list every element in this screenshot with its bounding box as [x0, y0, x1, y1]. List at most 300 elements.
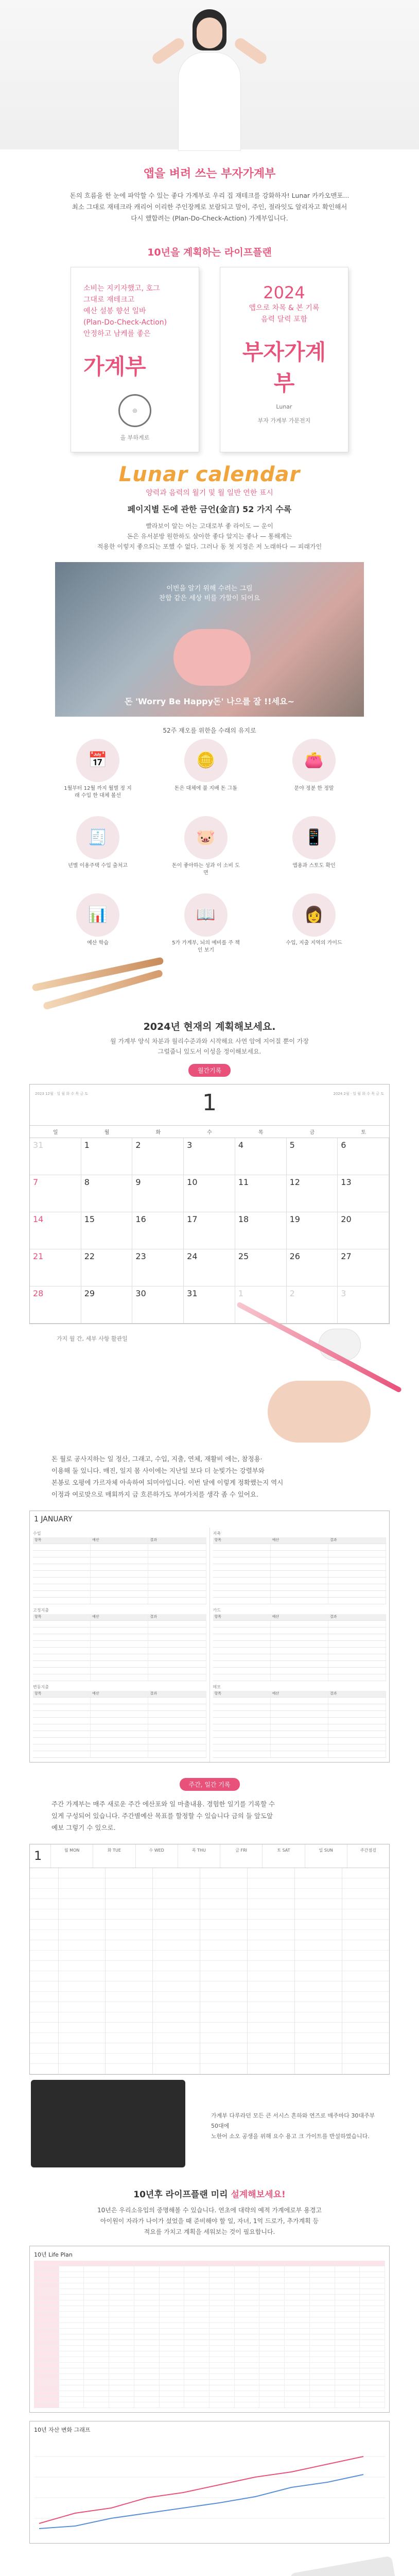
lifeplan-cell[interactable]	[134, 2289, 160, 2295]
lifeplan-cell[interactable]	[184, 2368, 210, 2374]
lifeplan-cell[interactable]	[109, 2283, 134, 2289]
sheet-row[interactable]	[33, 1674, 206, 1681]
sheet-row[interactable]	[33, 1578, 206, 1584]
sheet-cell[interactable]	[91, 1634, 148, 1640]
lifeplan-cell[interactable]	[210, 2397, 235, 2402]
lifeplan-cell[interactable]	[235, 2312, 260, 2317]
sheet-cell[interactable]	[33, 1668, 91, 1674]
sheet-cell[interactable]	[328, 1661, 386, 1667]
sheet-cell[interactable]	[91, 1551, 148, 1557]
lifeplan-cell[interactable]	[184, 2278, 210, 2283]
lifeplan-cell[interactable]	[134, 2266, 160, 2272]
sheet-row[interactable]	[213, 1744, 387, 1751]
lifeplan-cell[interactable]	[310, 2346, 335, 2351]
sheet-row[interactable]	[213, 1654, 387, 1661]
sheet-cell[interactable]	[91, 1731, 148, 1737]
sheet-cell[interactable]	[33, 1661, 91, 1667]
lifeplan-cell[interactable]	[84, 2289, 109, 2295]
sheet-row[interactable]	[33, 1621, 206, 1628]
lifeplan-cell[interactable]	[360, 2340, 385, 2346]
lifeplan-cell[interactable]	[84, 2312, 109, 2317]
lifeplan-cell[interactable]	[360, 2402, 385, 2408]
sheet-cell[interactable]	[328, 1744, 386, 1751]
lifeplan-cell[interactable]	[235, 2368, 260, 2374]
sheet-cell[interactable]	[33, 1571, 91, 1577]
lifeplan-cell[interactable]	[235, 2295, 260, 2300]
sheet-cell[interactable]	[271, 1718, 328, 1724]
sheet-row[interactable]	[33, 1641, 206, 1648]
sheet-cell[interactable]	[271, 1584, 328, 1590]
sheet-cell[interactable]	[148, 1744, 206, 1751]
lifeplan-cell[interactable]	[310, 2323, 335, 2329]
lifeplan-cell[interactable]	[84, 2380, 109, 2385]
lifeplan-cell[interactable]	[210, 2334, 235, 2340]
lifeplan-cell[interactable]	[360, 2346, 385, 2351]
sheet-row[interactable]	[33, 1738, 206, 1744]
lifeplan-cell[interactable]	[360, 2323, 385, 2329]
lifeplan-cell[interactable]	[109, 2397, 134, 2402]
lifeplan-cell[interactable]	[335, 2266, 360, 2272]
lifeplan-cell[interactable]	[84, 2402, 109, 2408]
sheet-row[interactable]	[213, 1751, 387, 1758]
lifeplan-cell[interactable]	[84, 2351, 109, 2357]
calendar-day[interactable]: 29	[81, 1286, 133, 1324]
lifeplan-cell[interactable]	[109, 2334, 134, 2340]
sheet-row[interactable]	[213, 1674, 387, 1681]
calendar-day[interactable]: 1	[235, 1286, 287, 1324]
lifeplan-cell[interactable]	[134, 2278, 160, 2283]
lifeplan-cell[interactable]	[34, 2278, 59, 2283]
lifeplan-cell[interactable]	[34, 2323, 59, 2329]
calendar-day[interactable]: 8	[81, 1175, 133, 1212]
sheet-cell[interactable]	[33, 1724, 91, 1731]
sheet-cell[interactable]	[271, 1621, 328, 1627]
sheet-cell[interactable]	[213, 1598, 271, 1604]
lifeplan-cell[interactable]	[259, 2374, 285, 2380]
lifeplan-cell[interactable]	[134, 2397, 160, 2402]
sheet-cell[interactable]	[91, 1661, 148, 1667]
sheet-cell[interactable]	[148, 1751, 206, 1757]
sheet-cell[interactable]	[33, 1621, 91, 1627]
lifeplan-cell[interactable]	[134, 2329, 160, 2334]
lifeplan-cell[interactable]	[134, 2368, 160, 2374]
calendar-day[interactable]: 7	[30, 1175, 81, 1212]
calendar-day[interactable]: 22	[81, 1249, 133, 1286]
lifeplan-cell[interactable]	[84, 2329, 109, 2334]
lifeplan-cell[interactable]	[134, 2306, 160, 2312]
sheet-row[interactable]	[213, 1628, 387, 1634]
sheet-cell[interactable]	[213, 1698, 271, 1704]
sheet-cell[interactable]	[213, 1551, 271, 1557]
lifeplan-cell[interactable]	[310, 2363, 335, 2368]
lifeplan-cell[interactable]	[235, 2289, 260, 2295]
sheet-cell[interactable]	[148, 1544, 206, 1550]
sheet-row[interactable]	[213, 1564, 387, 1571]
lifeplan-cell[interactable]	[335, 2357, 360, 2363]
lifeplan-cell[interactable]	[285, 2346, 310, 2351]
lifeplan-cell[interactable]	[109, 2329, 134, 2334]
lifeplan-cell[interactable]	[259, 2278, 285, 2283]
lifeplan-cell[interactable]	[109, 2391, 134, 2397]
sheet-cell[interactable]	[148, 1578, 206, 1584]
lifeplan-cell[interactable]	[84, 2272, 109, 2278]
lifeplan-cell[interactable]	[160, 2300, 185, 2306]
lifeplan-cell[interactable]	[84, 2374, 109, 2380]
lifeplan-cell[interactable]	[335, 2323, 360, 2329]
lifeplan-cell[interactable]	[360, 2278, 385, 2283]
lifeplan-cell[interactable]	[310, 2374, 335, 2380]
lifeplan-cell[interactable]	[34, 2312, 59, 2317]
lifeplan-cell[interactable]	[310, 2312, 335, 2317]
lifeplan-cell[interactable]	[134, 2402, 160, 2408]
lifeplan-cell[interactable]	[360, 2289, 385, 2295]
lifeplan-cell[interactable]	[285, 2266, 310, 2272]
sheet-cell[interactable]	[91, 1578, 148, 1584]
sheet-cell[interactable]	[328, 1621, 386, 1627]
calendar-day[interactable]: 2	[287, 1286, 338, 1324]
lifeplan-cell[interactable]	[210, 2323, 235, 2329]
lifeplan-cell[interactable]	[335, 2329, 360, 2334]
lifeplan-cell[interactable]	[160, 2334, 185, 2340]
sheet-cell[interactable]	[328, 1738, 386, 1744]
sheet-row[interactable]	[33, 1557, 206, 1564]
lifeplan-cell[interactable]	[310, 2329, 335, 2334]
sheet-cell[interactable]	[33, 1578, 91, 1584]
lifeplan-cell[interactable]	[160, 2357, 185, 2363]
lifeplan-cell[interactable]	[184, 2397, 210, 2402]
lifeplan-cell[interactable]	[184, 2391, 210, 2397]
lifeplan-cell[interactable]	[235, 2329, 260, 2334]
lifeplan-cell[interactable]	[235, 2374, 260, 2380]
sheet-cell[interactable]	[328, 1668, 386, 1674]
lifeplan-cell[interactable]	[134, 2272, 160, 2278]
lifeplan-cell[interactable]	[160, 2380, 185, 2385]
lifeplan-cell[interactable]	[210, 2340, 235, 2346]
lifeplan-cell[interactable]	[360, 2374, 385, 2380]
lifeplan-cell[interactable]	[259, 2272, 285, 2278]
lifeplan-cell[interactable]	[84, 2363, 109, 2368]
lifeplan-cell[interactable]	[59, 2351, 84, 2357]
lifeplan-cell[interactable]	[259, 2346, 285, 2351]
sheet-cell[interactable]	[33, 1544, 91, 1550]
calendar-day[interactable]: 3	[184, 1138, 235, 1175]
lifeplan-cell[interactable]	[184, 2323, 210, 2329]
lifeplan-cell[interactable]	[160, 2312, 185, 2317]
sheet-row[interactable]	[33, 1704, 206, 1711]
lifeplan-cell[interactable]	[59, 2261, 84, 2266]
lifeplan-cell[interactable]	[84, 2334, 109, 2340]
lifeplan-cell[interactable]	[134, 2391, 160, 2397]
lifeplan-cell[interactable]	[109, 2357, 134, 2363]
lifeplan-cell[interactable]	[335, 2391, 360, 2397]
lifeplan-cell[interactable]	[59, 2278, 84, 2283]
lifeplan-cell[interactable]	[134, 2351, 160, 2357]
sheet-row[interactable]	[213, 1584, 387, 1591]
sheet-cell[interactable]	[213, 1738, 271, 1744]
sheet-cell[interactable]	[148, 1598, 206, 1604]
lifeplan-cell[interactable]	[34, 2402, 59, 2408]
lifeplan-cell[interactable]	[285, 2300, 310, 2306]
lifeplan-cell[interactable]	[310, 2306, 335, 2312]
lifeplan-cell[interactable]	[259, 2323, 285, 2329]
lifeplan-cell[interactable]	[134, 2363, 160, 2368]
calendar-day[interactable]: 10	[184, 1175, 235, 1212]
lifeplan-cell[interactable]	[360, 2391, 385, 2397]
sheet-cell[interactable]	[148, 1711, 206, 1717]
sheet-cell[interactable]	[148, 1704, 206, 1710]
sheet-cell[interactable]	[271, 1578, 328, 1584]
lifeplan-cell[interactable]	[109, 2266, 134, 2272]
lifeplan-cell[interactable]	[59, 2334, 84, 2340]
sheet-cell[interactable]	[213, 1591, 271, 1597]
sheet-cell[interactable]	[328, 1634, 386, 1640]
lifeplan-cell[interactable]	[310, 2391, 335, 2397]
lifeplan-cell[interactable]	[84, 2368, 109, 2374]
lifeplan-cell[interactable]	[259, 2340, 285, 2346]
sheet-row[interactable]	[33, 1751, 206, 1758]
sheet-cell[interactable]	[328, 1557, 386, 1564]
sheet-row[interactable]	[213, 1698, 387, 1704]
sheet-cell[interactable]	[213, 1724, 271, 1731]
sheet-cell[interactable]	[213, 1641, 271, 1647]
lifeplan-cell[interactable]	[134, 2312, 160, 2317]
sheet-cell[interactable]	[271, 1598, 328, 1604]
sheet-row[interactable]	[213, 1641, 387, 1648]
lifeplan-cell[interactable]	[84, 2323, 109, 2329]
sheet-cell[interactable]	[91, 1641, 148, 1647]
lifeplan-cell[interactable]	[259, 2306, 285, 2312]
sheet-row[interactable]	[33, 1584, 206, 1591]
lifeplan-cell[interactable]	[84, 2295, 109, 2300]
sheet-cell[interactable]	[271, 1661, 328, 1667]
sheet-cell[interactable]	[213, 1544, 271, 1550]
sheet-cell[interactable]	[33, 1738, 91, 1744]
lifeplan-cell[interactable]	[210, 2317, 235, 2323]
calendar-day[interactable]: 31	[30, 1138, 81, 1175]
calendar-day[interactable]: 16	[132, 1212, 184, 1249]
lifeplan-cell[interactable]	[84, 2261, 109, 2266]
calendar-day[interactable]: 19	[287, 1212, 338, 1249]
sheet-cell[interactable]	[213, 1654, 271, 1660]
lifeplan-cell[interactable]	[109, 2278, 134, 2283]
sheet-cell[interactable]	[271, 1551, 328, 1557]
lifeplan-cell[interactable]	[184, 2385, 210, 2391]
lifeplan-cell[interactable]	[184, 2374, 210, 2380]
sheet-cell[interactable]	[213, 1557, 271, 1564]
sheet-row[interactable]	[213, 1711, 387, 1718]
lifeplan-cell[interactable]	[84, 2317, 109, 2323]
lifeplan-cell[interactable]	[34, 2391, 59, 2397]
sheet-row[interactable]	[213, 1648, 387, 1654]
lifeplan-cell[interactable]	[285, 2283, 310, 2289]
lifeplan-cell[interactable]	[184, 2295, 210, 2300]
lifeplan-cell[interactable]	[335, 2278, 360, 2283]
lifeplan-cell[interactable]	[235, 2306, 260, 2312]
lifeplan-cell[interactable]	[335, 2261, 360, 2266]
sheet-row[interactable]	[213, 1544, 387, 1551]
lifeplan-cell[interactable]	[310, 2340, 335, 2346]
sheet-cell[interactable]	[148, 1591, 206, 1597]
lifeplan-cell[interactable]	[360, 2283, 385, 2289]
sheet-row[interactable]	[33, 1654, 206, 1661]
sheet-row[interactable]	[33, 1591, 206, 1598]
lifeplan-cell[interactable]	[184, 2329, 210, 2334]
lifeplan-cell[interactable]	[335, 2380, 360, 2385]
sheet-row[interactable]	[213, 1591, 387, 1598]
lifeplan-cell[interactable]	[134, 2374, 160, 2380]
lifeplan-cell[interactable]	[210, 2261, 235, 2266]
sheet-cell[interactable]	[148, 1628, 206, 1634]
lifeplan-cell[interactable]	[59, 2300, 84, 2306]
lifeplan-cell[interactable]	[335, 2368, 360, 2374]
lifeplan-cell[interactable]	[285, 2374, 310, 2380]
lifeplan-cell[interactable]	[160, 2363, 185, 2368]
sheet-cell[interactable]	[91, 1698, 148, 1704]
lifeplan-cell[interactable]	[259, 2391, 285, 2397]
lifeplan-cell[interactable]	[285, 2261, 310, 2266]
lifeplan-cell[interactable]	[59, 2289, 84, 2295]
lifeplan-cell[interactable]	[310, 2295, 335, 2300]
lifeplan-cell[interactable]	[259, 2402, 285, 2408]
lifeplan-cell[interactable]	[285, 2391, 310, 2397]
lifeplan-cell[interactable]	[285, 2357, 310, 2363]
sheet-cell[interactable]	[91, 1598, 148, 1604]
sheet-row[interactable]	[213, 1621, 387, 1628]
lifeplan-cell[interactable]	[259, 2266, 285, 2272]
lifeplan-cell[interactable]	[335, 2346, 360, 2351]
calendar-day[interactable]: 25	[235, 1249, 287, 1286]
sheet-cell[interactable]	[213, 1634, 271, 1640]
lifeplan-cell[interactable]	[259, 2300, 285, 2306]
calendar-day[interactable]: 14	[30, 1212, 81, 1249]
lifeplan-cell[interactable]	[360, 2329, 385, 2334]
sheet-cell[interactable]	[33, 1674, 91, 1681]
sheet-cell[interactable]	[148, 1698, 206, 1704]
lifeplan-cell[interactable]	[59, 2402, 84, 2408]
lifeplan-cell[interactable]	[134, 2346, 160, 2351]
lifeplan-cell[interactable]	[310, 2397, 335, 2402]
lifeplan-cell[interactable]	[310, 2261, 335, 2266]
lifeplan-cell[interactable]	[34, 2351, 59, 2357]
sheet-cell[interactable]	[213, 1578, 271, 1584]
lifeplan-cell[interactable]	[235, 2363, 260, 2368]
sheet-cell[interactable]	[91, 1584, 148, 1590]
sheet-cell[interactable]	[271, 1654, 328, 1660]
lifeplan-cell[interactable]	[259, 2261, 285, 2266]
sheet-cell[interactable]	[148, 1731, 206, 1737]
sheet-cell[interactable]	[328, 1648, 386, 1654]
sheet-row[interactable]	[33, 1698, 206, 1704]
lifeplan-cell[interactable]	[335, 2397, 360, 2402]
calendar-day[interactable]: 15	[81, 1212, 133, 1249]
sheet-cell[interactable]	[148, 1724, 206, 1731]
lifeplan-cell[interactable]	[210, 2266, 235, 2272]
sheet-cell[interactable]	[33, 1551, 91, 1557]
lifeplan-cell[interactable]	[259, 2368, 285, 2374]
sheet-cell[interactable]	[271, 1674, 328, 1681]
sheet-cell[interactable]	[33, 1698, 91, 1704]
sheet-row[interactable]	[33, 1628, 206, 1634]
lifeplan-cell[interactable]	[59, 2323, 84, 2329]
lifeplan-cell[interactable]	[59, 2380, 84, 2385]
lifeplan-cell[interactable]	[235, 2357, 260, 2363]
lifeplan-cell[interactable]	[134, 2295, 160, 2300]
lifeplan-cell[interactable]	[360, 2300, 385, 2306]
lifeplan-cell[interactable]	[360, 2306, 385, 2312]
lifeplan-cell[interactable]	[34, 2357, 59, 2363]
calendar-day[interactable]: 24	[184, 1249, 235, 1286]
lifeplan-cell[interactable]	[259, 2334, 285, 2340]
lifeplan-cell[interactable]	[235, 2402, 260, 2408]
lifeplan-cell[interactable]	[109, 2340, 134, 2346]
lifeplan-cell[interactable]	[360, 2380, 385, 2385]
sheet-cell[interactable]	[271, 1738, 328, 1744]
lifeplan-cell[interactable]	[109, 2374, 134, 2380]
lifeplan-cell[interactable]	[134, 2380, 160, 2385]
lifeplan-cell[interactable]	[184, 2300, 210, 2306]
lifeplan-cell[interactable]	[310, 2317, 335, 2323]
lifeplan-cell[interactable]	[210, 2368, 235, 2374]
sheet-row[interactable]	[33, 1648, 206, 1654]
sheet-cell[interactable]	[91, 1718, 148, 1724]
lifeplan-cell[interactable]	[34, 2261, 59, 2266]
lifeplan-cell[interactable]	[335, 2351, 360, 2357]
lifeplan-cell[interactable]	[84, 2306, 109, 2312]
sheet-cell[interactable]	[271, 1557, 328, 1564]
sheet-cell[interactable]	[271, 1711, 328, 1717]
lifeplan-cell[interactable]	[335, 2300, 360, 2306]
lifeplan-cell[interactable]	[335, 2317, 360, 2323]
lifeplan-cell[interactable]	[335, 2363, 360, 2368]
lifeplan-cell[interactable]	[34, 2266, 59, 2272]
lifeplan-cell[interactable]	[184, 2380, 210, 2385]
lifeplan-cell[interactable]	[235, 2283, 260, 2289]
lifeplan-cell[interactable]	[109, 2380, 134, 2385]
lifeplan-cell[interactable]	[285, 2329, 310, 2334]
sheet-cell[interactable]	[213, 1668, 271, 1674]
sheet-cell[interactable]	[33, 1557, 91, 1564]
sheet-row[interactable]	[213, 1668, 387, 1674]
sheet-cell[interactable]	[213, 1564, 271, 1570]
calendar-day[interactable]: 3	[338, 1286, 389, 1324]
sheet-cell[interactable]	[91, 1564, 148, 1570]
sheet-cell[interactable]	[33, 1598, 91, 1604]
lifeplan-cell[interactable]	[285, 2312, 310, 2317]
lifeplan-cell[interactable]	[210, 2380, 235, 2385]
lifeplan-cell[interactable]	[160, 2278, 185, 2283]
lifeplan-cell[interactable]	[134, 2300, 160, 2306]
lifeplan-cell[interactable]	[34, 2334, 59, 2340]
sheet-cell[interactable]	[328, 1674, 386, 1681]
lifeplan-cell[interactable]	[134, 2334, 160, 2340]
sheet-cell[interactable]	[33, 1648, 91, 1654]
lifeplan-cell[interactable]	[160, 2402, 185, 2408]
calendar-day[interactable]: 21	[30, 1249, 81, 1286]
lifeplan-cell[interactable]	[335, 2289, 360, 2295]
sheet-cell[interactable]	[33, 1591, 91, 1597]
lifeplan-cell[interactable]	[310, 2351, 335, 2357]
sheet-row[interactable]	[213, 1724, 387, 1731]
lifeplan-cell[interactable]	[285, 2402, 310, 2408]
lifeplan-cell[interactable]	[134, 2261, 160, 2266]
lifeplan-cell[interactable]	[184, 2346, 210, 2351]
sheet-cell[interactable]	[91, 1668, 148, 1674]
sheet-cell[interactable]	[328, 1724, 386, 1731]
lifeplan-cell[interactable]	[235, 2261, 260, 2266]
calendar-day[interactable]: 30	[132, 1286, 184, 1324]
lifeplan-cell[interactable]	[134, 2317, 160, 2323]
lifeplan-cell[interactable]	[134, 2283, 160, 2289]
